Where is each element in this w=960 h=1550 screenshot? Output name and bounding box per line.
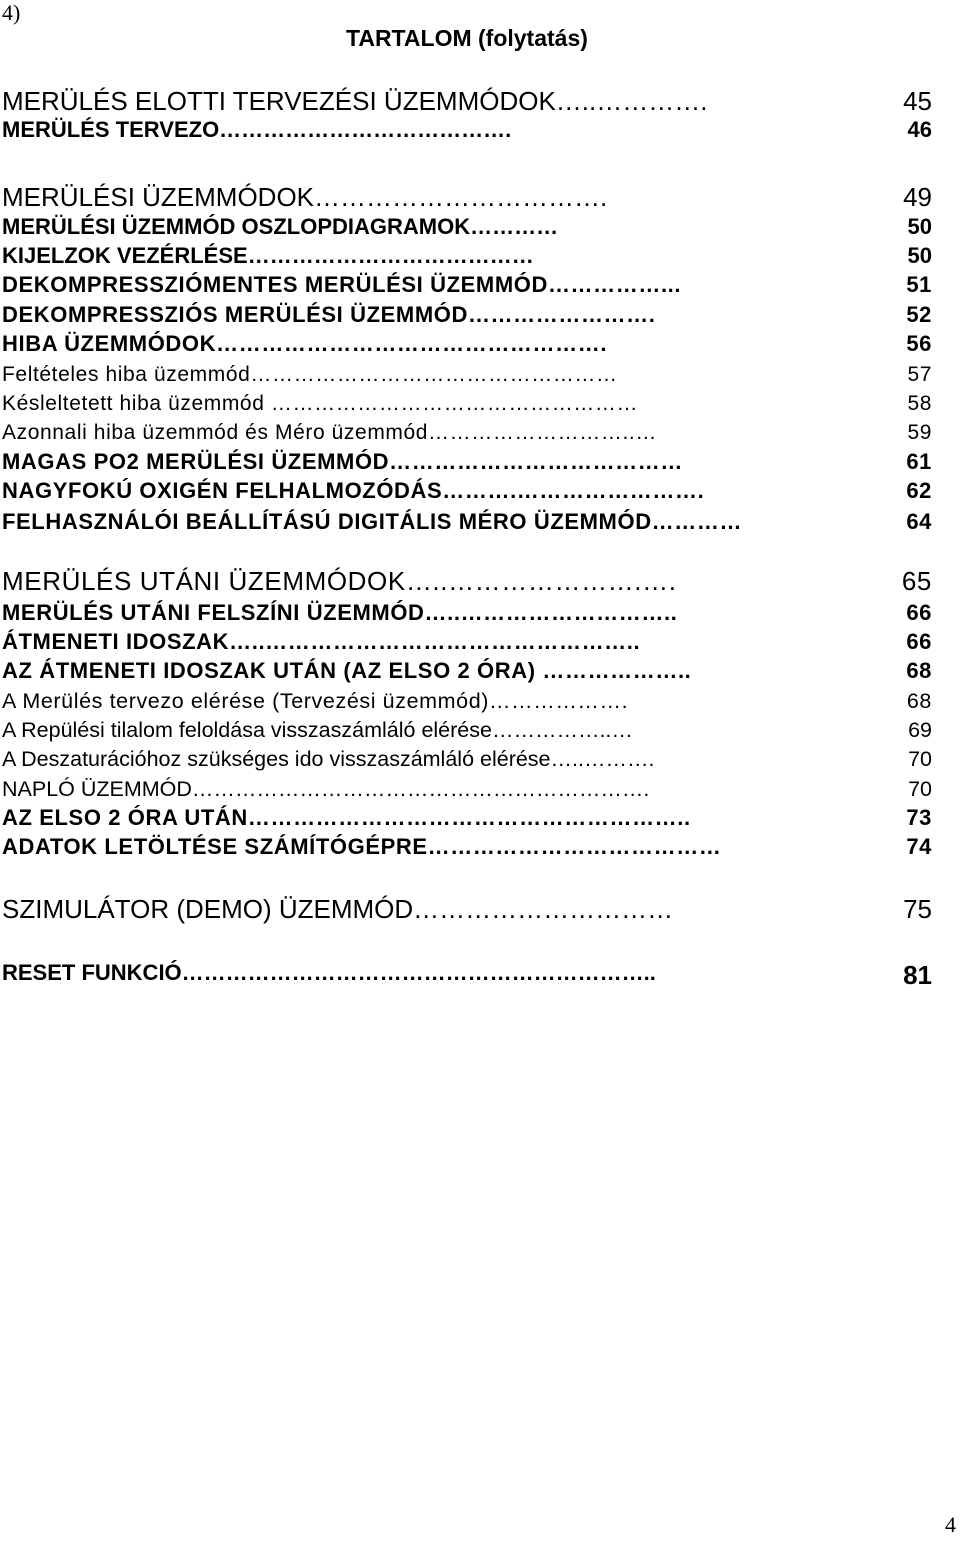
toc-entry-text: RESET FUNKCIÓ……………………………………………………….. xyxy=(2,960,656,985)
toc-entry-page: 49 xyxy=(903,182,932,212)
toc-entry-text: NAPLÓ ÜZEMMÓD………………………………………………………. xyxy=(2,777,650,801)
section-label: 4) xyxy=(2,0,21,25)
toc-entry-text: NAGYFOKÚ OXIGÉN FELHALMOZÓDÁS……….……………………. xyxy=(2,478,705,503)
toc-entry-page: 50 xyxy=(907,214,932,239)
toc-entry-text: ÁTMENETI IDOSZAK…..………………………………………….. xyxy=(2,629,641,654)
toc-entry-text: MERÜLÉS UTÁNI ÜZEMMÓDOK…..………………….…. xyxy=(2,566,677,596)
toc-entry-text: Azonnali hiba üzemmód és Méro üzemmód………………………..… xyxy=(2,421,657,444)
toc-entry-page: 81 xyxy=(903,960,932,990)
toc-entry-text: MERÜLÉSI ÜZEMMÓDOK……………………………. xyxy=(2,182,608,212)
toc-entry-text: DEKOMPRESSZIÓMENTES MERÜLÉSI ÜZEMMÓD……………... xyxy=(2,272,682,297)
toc-entry-text: SZIMULÁTOR (DEMO) ÜZEMMÓD………………………… xyxy=(2,894,674,924)
toc-entry-text: KIJELZOK VEZÉRLÉSE………………………………… xyxy=(2,243,534,268)
toc-entry-page: 56 xyxy=(906,331,932,356)
toc-entry-page: 50 xyxy=(907,243,932,268)
toc-entry-text: FELHASZNÁLÓI BEÁLLÍTÁSÚ DIGITÁLIS MÉRO ÜZEMMÓD………… xyxy=(2,509,743,534)
toc-entry-page: 66 xyxy=(906,600,932,625)
toc-entry-page: 66 xyxy=(906,629,932,654)
toc-entry-page: 65 xyxy=(901,566,932,596)
toc-entry-page: 45 xyxy=(903,86,932,116)
toc-entry-page: 68 xyxy=(906,658,932,683)
toc-entry-text: DEKOMPRESSZIÓS MERÜLÉSI ÜZEMMÓD……………………. xyxy=(2,302,656,327)
toc-entry-text: MERÜLÉS UTÁNI FELSZÍNI ÜZEMMÓD…..……………………….. xyxy=(2,600,678,625)
toc-entry-page: 69 xyxy=(908,718,932,742)
toc-entry-text: ADATOK LETÖLTÉSE SZÁMÍTÓGÉPRE………………………………… xyxy=(2,834,722,859)
toc-entry-page: 52 xyxy=(906,302,932,327)
page-number: 4 xyxy=(945,1512,956,1537)
toc-entry-page: 51 xyxy=(906,272,932,297)
toc-entry-page: 70 xyxy=(908,747,932,771)
toc-entry-text: A Merülés tervezo elérése (Tervezési üzemmód)………………. xyxy=(2,689,629,713)
toc-entry-text: MERÜLÉS TERVEZO…………………………………. xyxy=(2,117,512,142)
toc-entry-page: 61 xyxy=(906,449,932,474)
toc-entry-page: 64 xyxy=(906,509,932,534)
toc-entry-text: MERÜLÉS ELOTTI TERVEZÉSI ÜZEMMÓDOK…..…………. xyxy=(2,86,708,116)
toc-entry-page: 73 xyxy=(906,805,932,830)
toc-entry-text: Feltételes hiba üzemmód…………………………………………… xyxy=(2,363,618,386)
toc-entry-text: A Deszaturációhoz szükséges ido visszaszámláló elérése…..………. xyxy=(2,747,655,771)
toc-entry-text: MERÜLÉSI ÜZEMMÓD OSZLOPDIAGRAMOK………… xyxy=(2,214,559,239)
toc-entry-page: 68 xyxy=(906,689,932,713)
page-title: TARTALOM (folytatás) xyxy=(346,25,588,51)
toc-entry-page: 57 xyxy=(907,363,932,386)
toc-entry-text: AZ ÁTMENETI IDOSZAK UTÁN (AZ ELSO 2 ÓRA) ……………….. xyxy=(2,658,692,683)
toc-entry-page: 62 xyxy=(906,478,932,503)
toc-entry-page: 74 xyxy=(906,834,932,859)
toc-entry-page: 70 xyxy=(908,777,932,801)
toc-entry-page: 75 xyxy=(903,894,932,924)
toc-entry-page: 59 xyxy=(907,421,932,444)
toc-entry-text: AZ ELSO 2 ÓRA UTÁN………………………………………………….. xyxy=(2,805,691,830)
toc-entry-page: 46 xyxy=(907,117,932,142)
toc-entry-text: A Repülési tilalom feloldása visszaszámláló elérése……………..… xyxy=(2,718,633,742)
toc-entry-text: Késleltetett hiba üzemmód …………………………………………… xyxy=(2,392,639,415)
toc-entry-page: 58 xyxy=(907,392,932,415)
toc-entry-text: HIBA ÜZEMMÓDOK……………………………………………. xyxy=(2,331,608,356)
toc-entry-text: MAGAS PO2 MERÜLÉSI ÜZEMMÓD………………………………… xyxy=(2,449,683,474)
